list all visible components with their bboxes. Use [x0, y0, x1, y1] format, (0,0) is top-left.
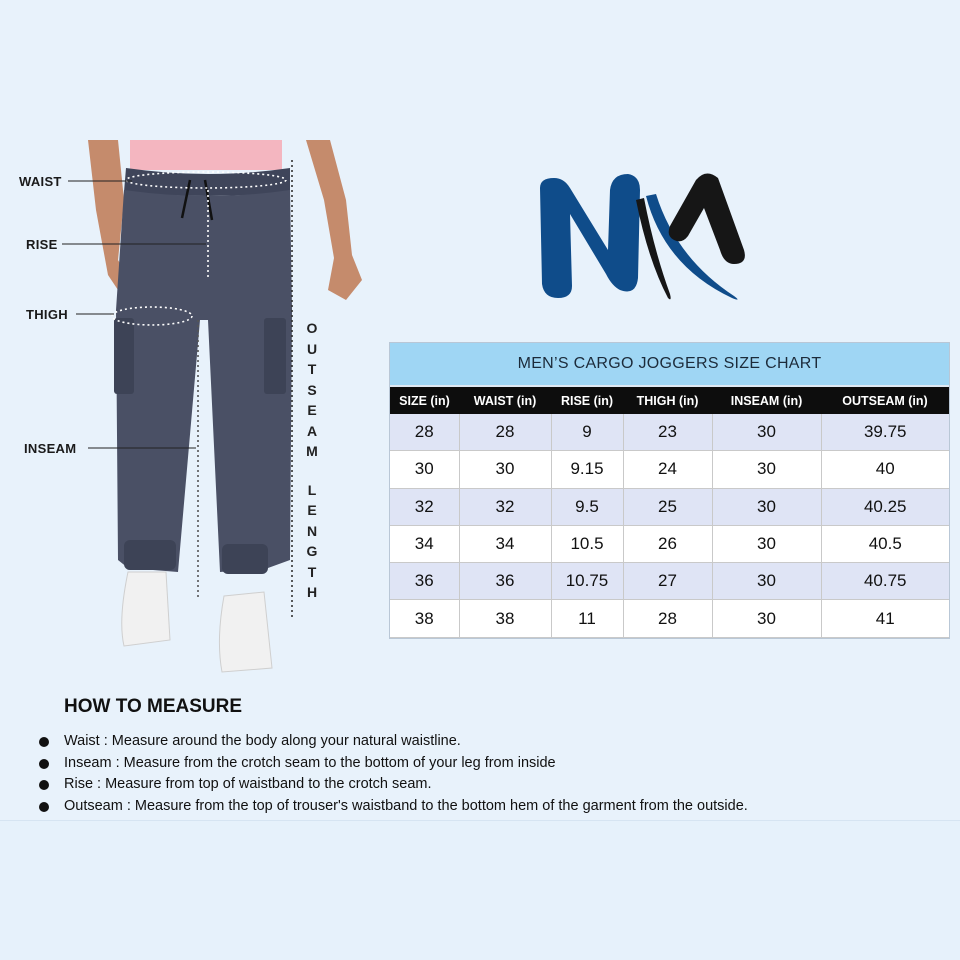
table-cell: 38: [390, 600, 459, 637]
table-cell: 30: [712, 525, 821, 562]
size-chart-title: MEN’S CARGO JOGGERS SIZE CHART: [390, 343, 949, 387]
col-header-size: SIZE (in): [390, 387, 459, 414]
table-cell: 30: [712, 451, 821, 488]
list-item: Outseam : Measure from the top of trouser's waistband to the bottom hem of the garment from the outside.: [38, 796, 938, 818]
table-cell: 30: [459, 451, 551, 488]
table-cell: 26: [623, 525, 712, 562]
table-cell: 30: [712, 414, 821, 451]
table-row: [390, 525, 949, 562]
table-cell: 32: [390, 488, 459, 525]
outseam-length-label: O U T S E A M L E N G T H: [306, 320, 318, 600]
table-cell: 30: [712, 488, 821, 525]
col-header-inseam: INSEAM (in): [712, 387, 821, 414]
table-cell: 41: [821, 600, 949, 637]
list-item: Rise : Measure from top of waistband to the crotch seam.: [38, 774, 938, 796]
table-cell: 28: [623, 600, 712, 637]
table-cell: 40.5: [821, 525, 949, 562]
table-cell: 30: [712, 563, 821, 600]
how-to-measure-list: [38, 731, 938, 817]
table-cell: 28: [390, 414, 459, 451]
how-to-measure-title: HOW TO MEASURE: [64, 696, 243, 717]
table-cell: 10.75: [551, 563, 623, 600]
table-cell: 40.75: [821, 563, 949, 600]
label-rise: RISE: [26, 237, 58, 252]
table-cell: 30: [712, 600, 821, 637]
col-header-outseam: OUTSEAM (in): [821, 387, 949, 414]
label-thigh: THIGH: [26, 307, 68, 322]
table-row: [390, 600, 949, 637]
table-cell: 38: [459, 600, 551, 637]
col-header-waist: WAIST (in): [459, 387, 551, 414]
label-inseam: INSEAM: [24, 441, 77, 456]
label-waist: WAIST: [19, 174, 62, 189]
table-cell: 9.5: [551, 488, 623, 525]
col-header-rise: RISE (in): [551, 387, 623, 414]
col-header-thigh: THIGH (in): [623, 387, 712, 414]
table-row: [390, 488, 949, 525]
table-cell: 23: [623, 414, 712, 451]
table-cell: 28: [459, 414, 551, 451]
table-cell: 34: [390, 525, 459, 562]
table-cell: 11: [551, 600, 623, 637]
size-chart-header-row: [390, 387, 949, 414]
table-row: [390, 451, 949, 488]
table-cell: 40: [821, 451, 949, 488]
size-chart-table: [389, 342, 950, 639]
table-cell: 36: [390, 563, 459, 600]
table-cell: 9: [551, 414, 623, 451]
table-row: [390, 563, 949, 600]
table-cell: 36: [459, 563, 551, 600]
na-logo-icon: [536, 170, 748, 305]
table-cell: 24: [623, 451, 712, 488]
table-cell: 10.5: [551, 525, 623, 562]
table-cell: 40.25: [821, 488, 949, 525]
list-item: Waist : Measure around the body along your natural waistline.: [38, 731, 938, 753]
table-cell: 25: [623, 488, 712, 525]
table-cell: 9.15: [551, 451, 623, 488]
table-cell: 27: [623, 563, 712, 600]
list-item: Inseam : Measure from the crotch seam to the bottom of your leg from inside: [38, 753, 938, 775]
table-cell: 34: [459, 525, 551, 562]
table-cell: 39.75: [821, 414, 949, 451]
table-cell: 30: [390, 451, 459, 488]
table-row: [390, 414, 949, 451]
table-cell: 32: [459, 488, 551, 525]
